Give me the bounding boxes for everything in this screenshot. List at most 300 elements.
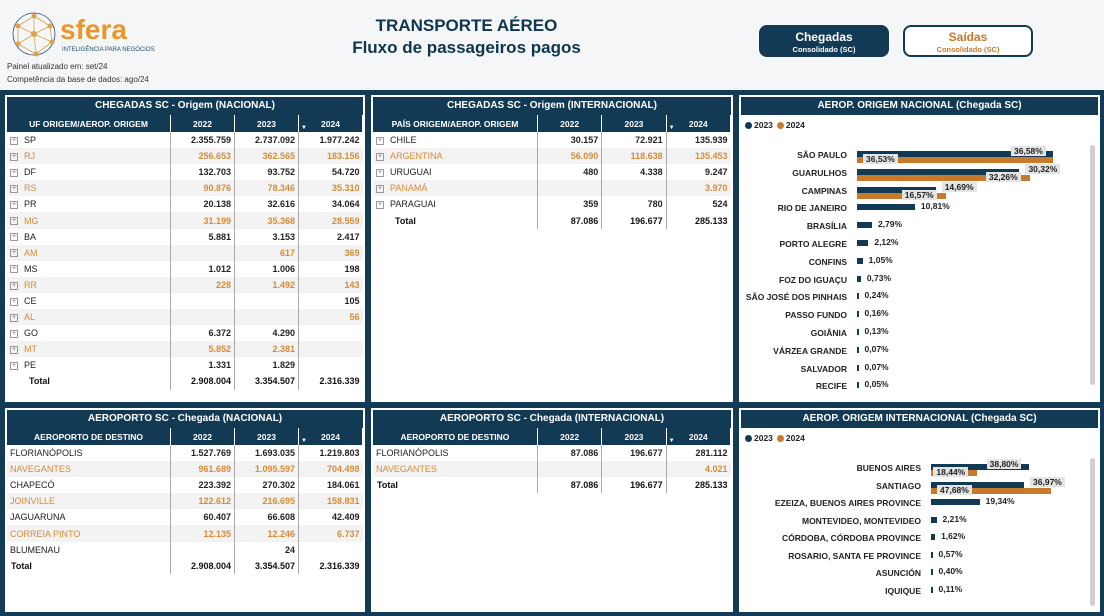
- total-value: 196.677: [602, 212, 666, 228]
- row-label: FLORIANÓPOLIS: [376, 448, 449, 459]
- value-cell: 42.409: [298, 509, 362, 525]
- column-header[interactable]: [171, 428, 235, 445]
- header-bar: [0, 0, 1104, 90]
- row-label-cell: [373, 445, 537, 461]
- legend-item[interactable]: [745, 433, 773, 443]
- bar-2023[interactable]: [931, 534, 935, 540]
- bar-2023[interactable]: [857, 222, 872, 228]
- value-cell: 20.138: [171, 196, 235, 212]
- value-cell: 216.695: [235, 493, 299, 509]
- value-cell: 30.157: [537, 132, 601, 148]
- row-label-cell: [7, 261, 171, 277]
- column-header-label: 2023: [624, 431, 644, 442]
- bar-2023[interactable]: [857, 293, 859, 299]
- column-header[interactable]: [602, 115, 666, 132]
- expand-icon[interactable]: +: [11, 297, 17, 305]
- sort-desc-icon[interactable]: ▼: [300, 125, 307, 131]
- value-cell: 4.021: [666, 461, 730, 477]
- row-label: JAGUARUNA: [10, 512, 66, 523]
- value-cell: 132.703: [171, 164, 235, 180]
- category-label: SÃO JOSÉ DOS PINHAIS: [745, 292, 847, 303]
- data-label: 0,05%: [864, 379, 889, 390]
- sort-desc-icon[interactable]: ▼: [300, 438, 307, 444]
- value-cell: 143: [298, 277, 362, 293]
- row-label-cell: [7, 132, 171, 148]
- total-row: [373, 212, 731, 228]
- table-row[interactable]: [7, 309, 363, 325]
- column-header[interactable]: [666, 115, 730, 132]
- bar-2023[interactable]: [857, 382, 859, 388]
- column-header[interactable]: [537, 115, 601, 132]
- value-cell: 2.737.092: [235, 132, 299, 148]
- table-row[interactable]: [7, 525, 363, 541]
- row-label-cell: [373, 461, 537, 477]
- value-cell: [171, 293, 235, 309]
- expand-icon[interactable]: +: [11, 184, 17, 192]
- table-row[interactable]: [7, 132, 363, 148]
- value-cell: 3.970: [666, 180, 730, 196]
- row-label: SP: [24, 135, 37, 146]
- value-cell: 24: [235, 542, 299, 558]
- value-cell: 1.331: [171, 357, 235, 373]
- row-label: RJ: [24, 151, 35, 162]
- bar-2023[interactable]: [931, 517, 937, 523]
- data-label: 0,73%: [866, 272, 892, 283]
- total-value: 3.354.507: [235, 373, 299, 389]
- data-label: 0,11%: [938, 583, 963, 594]
- expand-icon[interactable]: +: [11, 249, 17, 257]
- row-label-cell: [7, 542, 171, 558]
- row-label: AM: [24, 247, 38, 258]
- table-row[interactable]: [373, 132, 731, 148]
- column-header-label: 2022: [560, 118, 580, 129]
- table-row[interactable]: [7, 357, 363, 373]
- table-row[interactable]: [7, 461, 363, 477]
- table-row[interactable]: [7, 261, 363, 277]
- int-dest-panel: [371, 408, 733, 612]
- row-label-cell: [7, 277, 171, 293]
- value-cell: [298, 325, 362, 341]
- value-cell: 198: [298, 261, 362, 277]
- total-value: 285.133: [666, 477, 730, 493]
- value-cell: 35.368: [235, 212, 299, 228]
- legend-dot: [777, 122, 784, 129]
- value-cell: 32.616: [235, 196, 299, 212]
- sfera-logo: [8, 8, 163, 60]
- expand-icon[interactable]: +: [11, 281, 17, 289]
- expand-icon[interactable]: +: [11, 361, 17, 369]
- category-label: ROSARIO, SANTA FE PROVINCE: [788, 550, 921, 561]
- row-label-cell: [373, 180, 537, 196]
- expand-icon[interactable]: +: [11, 345, 17, 353]
- table-row[interactable]: [7, 477, 363, 493]
- table-row[interactable]: [7, 229, 363, 245]
- value-cell: 1.219.803: [298, 445, 362, 461]
- column-header[interactable]: [373, 115, 537, 132]
- data-table: [373, 428, 731, 493]
- nac-origin-panel: [5, 95, 365, 402]
- legend-item[interactable]: [777, 433, 805, 443]
- panel-title: CHEGADAS SC - Origem (NACIONAL): [7, 97, 363, 115]
- page-subtitle: Fluxo de passageiros pagos: [352, 38, 581, 57]
- value-cell: [171, 542, 235, 558]
- data-label: 1,62%: [941, 531, 966, 541]
- data-label: 19,34%: [985, 496, 1015, 506]
- data-label: 32,26%: [986, 172, 1021, 182]
- data-label: 36,97%: [1030, 477, 1065, 487]
- total-value: 2.316.339: [298, 373, 362, 389]
- data-label: 0,24%: [864, 290, 889, 301]
- table-row[interactable]: [7, 542, 363, 558]
- value-cell: 270.302: [235, 477, 299, 493]
- total-value: 285.133: [666, 212, 730, 228]
- row-label-cell: [7, 148, 171, 164]
- column-header-label: UF ORIGEM/AEROP. ORIGEM: [29, 118, 148, 129]
- expand-icon[interactable]: +: [377, 184, 383, 192]
- saidas-button[interactable]: [903, 25, 1033, 57]
- total-value: 2.316.339: [298, 558, 362, 574]
- total-value: 2.908.004: [171, 373, 235, 389]
- value-cell: 1.693.035: [235, 445, 299, 461]
- table-row[interactable]: [373, 196, 731, 212]
- value-cell: 359: [537, 196, 601, 212]
- updated-note: Painel atualizado em: set/24: [7, 62, 108, 71]
- nac-origin-chart: [739, 95, 1100, 402]
- legend-label: 2023: [754, 433, 773, 443]
- logo-tagline: INTELIGÊNCIA PARA NEGÓCIOS: [62, 47, 155, 53]
- legend-item[interactable]: [745, 120, 773, 130]
- data-label: 36,58%: [1011, 146, 1046, 156]
- expand-icon[interactable]: +: [377, 136, 383, 144]
- bar-2023[interactable]: [931, 499, 980, 505]
- row-label: NAVEGANTES: [10, 464, 71, 475]
- data-label: 10,81%: [920, 201, 950, 212]
- table-row[interactable]: [7, 245, 363, 261]
- data-label: 36,53%: [863, 154, 898, 164]
- chart-legend: [741, 115, 1098, 137]
- value-cell: 135.939: [666, 132, 730, 148]
- table-row[interactable]: [7, 148, 363, 164]
- row-label-cell: [7, 445, 171, 461]
- table-row[interactable]: [7, 196, 363, 212]
- category-label: SÃO PAULO: [797, 150, 847, 160]
- column-header-label: 2024: [321, 118, 340, 129]
- chegadas-sub: Consolidado (SC): [792, 45, 856, 54]
- total-label: Total: [7, 558, 171, 574]
- value-cell: 369: [298, 245, 362, 261]
- table-row[interactable]: [373, 445, 731, 461]
- category-label: RECIFE: [815, 381, 847, 392]
- value-cell: [235, 309, 299, 325]
- category-label: GOIÂNIA: [810, 328, 847, 338]
- table-row[interactable]: [7, 180, 363, 196]
- row-label: MG: [24, 215, 39, 226]
- chegadas-label: Chegadas: [795, 30, 853, 44]
- table-row[interactable]: [7, 212, 363, 228]
- panel-title: CHEGADAS SC - Origem (INTERNACIONAL): [373, 97, 731, 115]
- expand-icon[interactable]: +: [11, 265, 17, 273]
- data-label: 2,12%: [874, 237, 899, 247]
- table-row[interactable]: [7, 277, 363, 293]
- value-cell: 1.829: [235, 357, 299, 373]
- value-cell: [171, 245, 235, 261]
- bar-2023[interactable]: [857, 258, 863, 264]
- logo-wordmark: sfera: [60, 14, 127, 45]
- value-cell: 9.247: [666, 164, 730, 180]
- value-cell: 93.752: [235, 164, 299, 180]
- expand-icon[interactable]: +: [11, 168, 17, 176]
- value-cell: [298, 542, 362, 558]
- row-label: CE: [24, 295, 37, 306]
- value-cell: [537, 180, 601, 196]
- category-label: MONTEVIDEO, MONTEVIDEO: [801, 515, 921, 526]
- bar-2023[interactable]: [857, 311, 859, 317]
- column-header[interactable]: [171, 115, 235, 132]
- category-label: VÁRZEA GRANDE: [773, 345, 847, 356]
- value-cell: 12.135: [171, 525, 235, 541]
- value-cell: 5.852: [171, 341, 235, 357]
- column-header[interactable]: [298, 428, 362, 445]
- expand-icon[interactable]: +: [11, 136, 17, 144]
- value-cell: 1.527.769: [171, 445, 235, 461]
- value-cell: [602, 180, 666, 196]
- table-row[interactable]: [7, 325, 363, 341]
- value-cell: 704.498: [298, 461, 362, 477]
- column-header-label: 2023: [257, 431, 276, 442]
- bar-2023[interactable]: [857, 365, 859, 371]
- row-label: PE: [24, 360, 37, 371]
- column-header[interactable]: [7, 428, 171, 445]
- expand-icon[interactable]: +: [377, 152, 383, 160]
- table-row[interactable]: [373, 180, 731, 196]
- bar-2023[interactable]: [857, 276, 861, 282]
- sort-desc-icon[interactable]: ▼: [668, 438, 675, 444]
- expand-icon[interactable]: +: [11, 329, 17, 337]
- value-cell: 35.310: [298, 180, 362, 196]
- value-cell: 72.921: [602, 132, 666, 148]
- data-table: [7, 428, 363, 574]
- column-header[interactable]: [537, 428, 601, 445]
- column-header[interactable]: [298, 115, 362, 132]
- value-cell: 105: [298, 293, 362, 309]
- value-cell: 196.677: [602, 445, 666, 461]
- column-header-label: 2023: [257, 118, 276, 129]
- table-row[interactable]: [7, 164, 363, 180]
- category-label: FOZ DO IGUAÇU: [779, 274, 847, 285]
- bar-2023[interactable]: [857, 204, 915, 210]
- bar-2023[interactable]: [857, 329, 859, 335]
- column-header[interactable]: [7, 115, 171, 132]
- row-label-cell: [7, 309, 171, 325]
- value-cell: 60.407: [171, 509, 235, 525]
- row-label-cell: [7, 525, 171, 541]
- value-cell: 2.417: [298, 229, 362, 245]
- data-label: 14,69%: [942, 182, 977, 192]
- value-cell: 2.355.759: [171, 132, 235, 148]
- column-header-label: AEROPORTO DE DESTINO: [34, 431, 143, 442]
- value-cell: [298, 341, 362, 357]
- row-label: RR: [24, 279, 37, 290]
- data-label: 38,80%: [987, 459, 1022, 469]
- row-label: CHAPECÓ: [10, 480, 55, 491]
- value-cell: 66.608: [235, 509, 299, 525]
- value-cell: 4.338: [602, 164, 666, 180]
- row-label: FLORIANÓPOLIS: [10, 448, 83, 459]
- value-cell: 184.061: [298, 477, 362, 493]
- total-label: Total: [373, 477, 537, 493]
- row-label-cell: [7, 509, 171, 525]
- row-label-cell: [7, 293, 171, 309]
- value-cell: 28.559: [298, 212, 362, 228]
- expand-icon[interactable]: +: [11, 233, 17, 241]
- category-label: EZEIZA, BUENOS AIRES PROVINCE: [774, 498, 921, 508]
- bar-2023[interactable]: [857, 240, 868, 246]
- expand-icon[interactable]: +: [377, 168, 383, 176]
- category-label: PORTO ALEGRE: [779, 239, 847, 249]
- legend-label: 2024: [785, 433, 805, 443]
- nac-dest-panel: [5, 408, 365, 612]
- table-row[interactable]: [7, 445, 363, 461]
- column-header-label: 2022: [193, 431, 212, 442]
- bar-2023[interactable]: [931, 552, 933, 558]
- expand-icon[interactable]: +: [11, 217, 17, 225]
- row-label: PR: [24, 199, 37, 210]
- row-label-cell: [7, 229, 171, 245]
- value-cell: 78.346: [235, 180, 299, 196]
- table-row[interactable]: [373, 148, 731, 164]
- bar-2023[interactable]: [931, 569, 933, 575]
- row-label-cell: [373, 164, 537, 180]
- value-cell: 256.653: [171, 148, 235, 164]
- saidas-label: Saídas: [948, 30, 988, 44]
- data-label: 0,13%: [864, 326, 889, 336]
- row-label-cell: [7, 196, 171, 212]
- page-title: TRANSPORTE AÉREO: [375, 16, 558, 35]
- total-value: 87.086: [537, 212, 601, 228]
- value-cell: 281.112: [666, 445, 730, 461]
- data-label: 0,57%: [938, 548, 963, 559]
- int-origin-panel: [371, 95, 733, 402]
- value-cell: 4.290: [235, 325, 299, 341]
- legend-dot: [745, 122, 752, 129]
- data-table: [373, 115, 731, 229]
- data-label: 0,07%: [864, 361, 889, 372]
- data-label: 30,32%: [1025, 164, 1060, 174]
- row-label-cell: [7, 493, 171, 509]
- bar-2023[interactable]: [857, 347, 859, 353]
- total-label: Total: [7, 373, 171, 389]
- column-header[interactable]: [602, 428, 666, 445]
- chegadas-button[interactable]: [759, 25, 889, 57]
- row-label-cell: [7, 477, 171, 493]
- value-cell: 617: [235, 245, 299, 261]
- value-cell: 34.064: [298, 196, 362, 212]
- category-label: SANTIAGO: [876, 480, 921, 491]
- total-value: 3.354.507: [235, 558, 299, 574]
- expand-icon[interactable]: +: [11, 152, 17, 160]
- expand-icon[interactable]: +: [11, 201, 17, 209]
- column-header[interactable]: [235, 428, 299, 445]
- data-label: 2,79%: [877, 219, 903, 230]
- value-cell: 158.831: [298, 493, 362, 509]
- value-cell: [171, 309, 235, 325]
- row-label-cell: [7, 180, 171, 196]
- value-cell: 1.492: [235, 277, 299, 293]
- value-cell: 118.638: [602, 148, 666, 164]
- column-header-label: 2022: [560, 431, 580, 442]
- value-cell: 362.565: [235, 148, 299, 164]
- table-row[interactable]: [373, 461, 731, 477]
- data-table: [7, 115, 363, 390]
- value-cell: [537, 461, 601, 477]
- category-label: BUENOS AIRES: [856, 463, 921, 473]
- table-row[interactable]: [7, 509, 363, 525]
- row-label: BA: [24, 231, 37, 242]
- competence-note: Competência da base de dados: ago/24: [7, 75, 149, 84]
- value-cell: 183.156: [298, 148, 362, 164]
- row-label-cell: [7, 164, 171, 180]
- table-row[interactable]: [7, 293, 363, 309]
- row-label: JOINVILLE: [10, 496, 56, 507]
- category-label: IQUIQUE: [885, 585, 921, 596]
- value-cell: 5.881: [171, 229, 235, 245]
- table-header-row: [7, 428, 363, 445]
- int-origin-chart: [739, 408, 1100, 612]
- row-label: PARAGUAI: [390, 199, 436, 210]
- expand-icon[interactable]: +: [11, 313, 17, 321]
- category-label: CONFINS: [808, 256, 847, 267]
- row-label: NAVEGANTES: [376, 464, 437, 475]
- row-label-cell: [7, 341, 171, 357]
- row-label-cell: [7, 245, 171, 261]
- table-row[interactable]: [7, 493, 363, 509]
- row-label-cell: [373, 148, 537, 164]
- table-row[interactable]: [7, 341, 363, 357]
- row-label: MT: [24, 344, 37, 355]
- chart-scrollbar[interactable]: [1090, 145, 1095, 385]
- data-label: 0,07%: [864, 343, 889, 354]
- bar-2023[interactable]: [931, 587, 933, 593]
- value-cell: 122.612: [171, 493, 235, 509]
- data-label: 18,44%: [933, 467, 968, 477]
- value-cell: 780: [602, 196, 666, 212]
- category-label: CAMPINAS: [801, 185, 847, 196]
- sort-desc-icon[interactable]: ▼: [668, 125, 675, 131]
- column-header[interactable]: [373, 428, 537, 445]
- value-cell: 223.392: [171, 477, 235, 493]
- column-header[interactable]: [666, 428, 730, 445]
- legend-item[interactable]: [777, 120, 805, 130]
- column-header-label: PAÍS ORIGEM/AEROP. ORIGEM: [391, 118, 519, 129]
- column-header-label: 2024: [688, 118, 708, 129]
- table-row[interactable]: [373, 164, 731, 180]
- row-label: ARGENTINA: [390, 151, 443, 162]
- row-label: BLUMENAU: [10, 544, 61, 555]
- value-cell: 135.453: [666, 148, 730, 164]
- row-label-cell: [7, 325, 171, 341]
- value-cell: 480: [537, 164, 601, 180]
- chart-scrollbar[interactable]: [1090, 458, 1095, 606]
- value-cell: [298, 357, 362, 373]
- row-label: URUGUAI: [390, 167, 432, 178]
- data-label: 2,21%: [942, 513, 967, 524]
- column-header[interactable]: [235, 115, 299, 132]
- row-label: AL: [24, 312, 36, 323]
- data-label: 1,05%: [868, 254, 893, 265]
- expand-icon[interactable]: +: [377, 201, 383, 209]
- category-label: BRASÍLIA: [806, 221, 847, 232]
- category-label: RIO DE JANEIRO: [777, 203, 847, 214]
